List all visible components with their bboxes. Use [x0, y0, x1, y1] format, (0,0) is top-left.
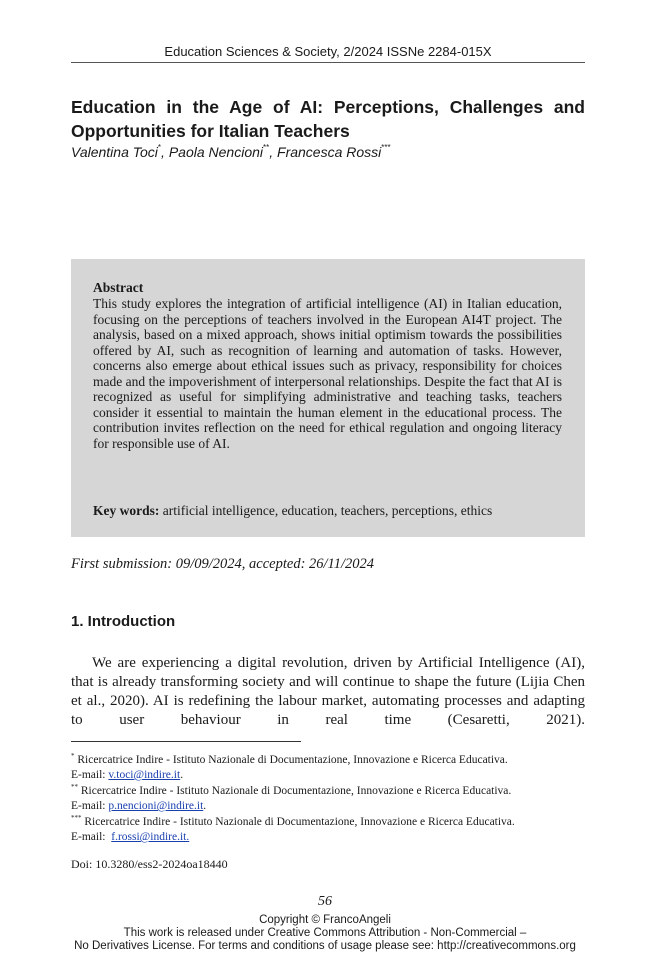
email-label: E-mail: — [71, 831, 112, 843]
author-footnote-mark[interactable]: * — [157, 143, 162, 152]
footnote-rule — [71, 741, 301, 742]
footnote — [71, 811, 585, 845]
keywords — [93, 503, 562, 519]
email-link[interactable]: p.nencioni@indire.it — [108, 800, 204, 812]
footnote-text: Ricercatrice Indire - Istituto Nazionale di Documentazione, Innovazione e Ricerca Educativa. — [80, 785, 512, 797]
footnote-suffix: . — [180, 769, 184, 781]
page-number: 56 — [318, 894, 332, 909]
footnote-suffix: . — [203, 800, 207, 812]
license-terms-line: No Derivatives License. For terms and conditions of usage please see: http://creativecommons.org — [74, 940, 576, 952]
doi: Doi: 10.3280/ess2-2024oa18440 — [71, 857, 228, 871]
author-footnote-mark[interactable]: ** — [263, 143, 270, 152]
email-label: E-mail: — [71, 800, 109, 812]
keywords-list: artificial intelligence, education, teachers, perceptions, ethics — [162, 503, 493, 518]
abstract-heading: Abstract — [93, 280, 144, 295]
footnote-text: Ricercatrice Indire - Istituto Nazionale di Documentazione, Innovazione e Ricerca Educativa. — [84, 816, 515, 828]
footnote — [71, 780, 585, 814]
submission-dates: First submission: 09/09/2024, accepted: 26/11/2024 — [71, 556, 374, 572]
email-label: E-mail: — [71, 769, 109, 781]
author-name: Paola Nencioni — [168, 144, 263, 160]
journal-header: Education Sciences & Society, 2/2024 ISSNe 2284-015X — [164, 44, 492, 59]
footnote-text: Ricercatrice Indire - Istituto Nazionale di Documentazione, Innovazione e Ricerca Educativa. — [77, 754, 508, 766]
author-footnote-mark[interactable]: *** — [381, 143, 391, 152]
footnote-mark: * — [71, 752, 75, 760]
author-list — [71, 143, 585, 160]
footnote — [71, 749, 585, 783]
email-link[interactable]: v.toci@indire.it — [108, 769, 181, 781]
author-name: Francesca Rossi — [277, 144, 382, 160]
abstract-box — [71, 259, 585, 537]
abstract-text: This study explores the integration of artificial intelligence (AI) in Italian education, focusing on the perceptions of teachers involved in the European AI4T project. The analysis, based on a mixed approach, shows initial optimism towards the possibilities offered by AI, such as recognition of learning and automation of tasks. However, concerns also emerge about ethical issues such as privacy, responsibility for choices made and the impoverishment of interpersonal relationships. Despite the fact that AI is recognized as useful for simplifying administrative and teaching tasks, teachers consider it essential to maintain the human element in the educational process. The contribution invites reflection on the need for ethical regulation and ongoing literacy for responsible use of AI. — [93, 296, 562, 451]
license-line: This work is released under Creative Commons Attribution - Non-Commercial – — [123, 927, 527, 939]
author-separator: , — [269, 144, 278, 160]
article-title: Education in the Age of AI: Perceptions, Challenges and Opportunities for Italian Teachers — [71, 97, 585, 141]
intro-paragraph: We are experiencing a digital revolution, driven by Artificial Intelligence (AI), that is already transforming society and will continue to shape the future (Lijia Chen et al., 2020). AI is redefining the labour market, automating processes and adapting to user behaviour in real time (Cesaretti, 2021). — [71, 655, 585, 728]
author-separator: , — [161, 144, 169, 160]
section-heading: 1. Introduction — [71, 613, 176, 630]
author-name: Valentina Toci — [71, 144, 158, 160]
copyright-line: Copyright © FrancoAngeli — [259, 914, 391, 926]
footnote-mark: ** — [71, 783, 78, 791]
header-rule — [71, 62, 585, 63]
copyright-notice — [0, 914, 650, 953]
keywords-label: Key words: — [93, 503, 160, 518]
email-link[interactable]: f.rossi@indire.it. — [111, 831, 190, 843]
footnote-mark: *** — [71, 814, 82, 822]
